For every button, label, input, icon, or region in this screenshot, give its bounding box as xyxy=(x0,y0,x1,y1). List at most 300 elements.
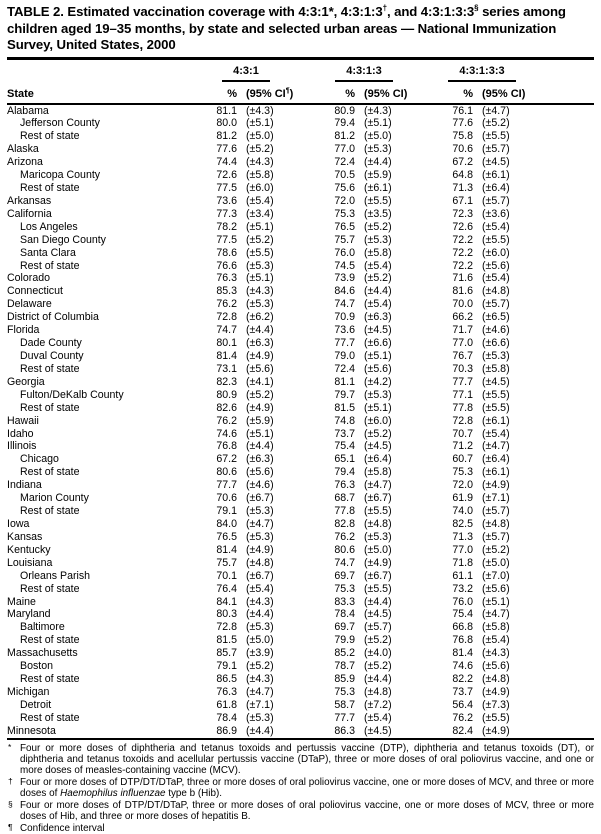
ci-cell: (±4.8) xyxy=(246,556,274,569)
pct-cell: 76.4 xyxy=(216,582,237,595)
ci-cell: (±5.5) xyxy=(482,233,510,246)
table-row xyxy=(7,298,594,311)
pct-cell: 61.8 xyxy=(216,698,237,711)
pct-cell: 74.4 xyxy=(216,156,237,169)
pct-cell: 75.4 xyxy=(452,608,473,621)
ci-cell: (±5.3) xyxy=(364,530,392,543)
state-cell: Rest of state xyxy=(20,401,80,414)
spacer-cell xyxy=(541,634,594,647)
ci-cell: (±4.8) xyxy=(482,285,510,298)
state-cell: Baltimore xyxy=(20,621,65,634)
ci-cell: (±5.2) xyxy=(364,220,392,233)
ci-cell: (±5.5) xyxy=(364,194,392,207)
ci-cell: (±4.5) xyxy=(482,375,510,388)
ci-cell: (±4.8) xyxy=(364,685,392,698)
ci-cell: (±5.3) xyxy=(364,233,392,246)
table-row xyxy=(7,130,594,143)
table-row xyxy=(7,686,594,699)
spacer-cell xyxy=(541,686,594,699)
ci-cell: (±4.5) xyxy=(364,608,392,621)
pct-cell: 74.8 xyxy=(334,414,355,427)
pct-cell: 72.6 xyxy=(216,169,237,182)
pct-cell: 65.1 xyxy=(334,453,355,466)
state-cell: Louisiana xyxy=(7,556,53,569)
text-segment: Confidence interval xyxy=(20,822,105,834)
ci-cell: (±5.4) xyxy=(482,272,510,285)
state-cell: Chicago xyxy=(20,453,59,466)
state-cell: Michigan xyxy=(7,685,50,698)
table-row xyxy=(7,156,594,169)
pct-cell: 69.7 xyxy=(334,569,355,582)
ci-cell: (±7.3) xyxy=(482,698,510,711)
table-row xyxy=(7,531,594,544)
ci-cell: (±6.6) xyxy=(364,337,392,350)
ci-cell: (±5.8) xyxy=(482,621,510,634)
pct-cell: 77.7 xyxy=(334,711,355,724)
pct-cell: 74.6 xyxy=(452,660,473,673)
table-row xyxy=(7,466,594,479)
state-cell: Detroit xyxy=(20,698,52,711)
table-row xyxy=(7,453,594,466)
pct-cell: 77.0 xyxy=(452,543,473,556)
pct-cell: 72.2 xyxy=(452,246,473,259)
state-cell: Santa Clara xyxy=(20,246,76,259)
ci-cell: (±6.4) xyxy=(482,182,510,195)
ci-cell: (±4.7) xyxy=(482,608,510,621)
pct-cell: 86.9 xyxy=(216,724,237,737)
pct-cell: 81.2 xyxy=(216,130,237,143)
pct-cell: 81.1 xyxy=(334,375,355,388)
pct-cell: 76.3 xyxy=(216,685,237,698)
pct-cell: 80.9 xyxy=(334,104,355,117)
pct-cell: 78.6 xyxy=(216,246,237,259)
table-row xyxy=(7,544,594,557)
spacer-cell xyxy=(541,699,594,712)
ci-cell: (±4.3) xyxy=(364,104,392,117)
ci-cell: (±5.7) xyxy=(482,505,510,518)
ci-cell: (±5.2) xyxy=(246,143,274,156)
pct-cell: 77.7 xyxy=(452,375,473,388)
ci-cell: (±7.2) xyxy=(364,698,392,711)
pct-cell: 75.7 xyxy=(216,556,237,569)
ci-cell: (±6.0) xyxy=(246,182,274,195)
ci-cell: (±5.2) xyxy=(364,660,392,673)
ci-cell: (±4.2) xyxy=(364,375,392,388)
ci-cell: (±5.3) xyxy=(364,388,392,401)
spacer-cell xyxy=(541,195,594,208)
spacer-cell xyxy=(541,221,594,234)
ci-cell: (±5.9) xyxy=(364,169,392,182)
table-row xyxy=(7,221,594,234)
state-cell: Colorado xyxy=(7,272,50,285)
state-cell: Kansas xyxy=(7,530,43,543)
pct-cell: 80.6 xyxy=(216,466,237,479)
spacer-cell xyxy=(541,492,594,505)
spacer-cell xyxy=(541,415,594,428)
pct-cell: 71.7 xyxy=(452,324,473,337)
pct-cell: 70.7 xyxy=(452,427,473,440)
pct-cell: 81.1 xyxy=(216,104,237,117)
spacer-cell xyxy=(541,156,594,169)
vaccination-coverage-table xyxy=(7,60,594,740)
ci-cell: (±5.5) xyxy=(364,582,392,595)
state-cell: Alaska xyxy=(7,143,39,156)
ci-cell: (±6.1) xyxy=(482,414,510,427)
state-cell: Illinois xyxy=(7,440,37,453)
state-cell: Los Angeles xyxy=(20,220,78,233)
state-cell: Fulton/DeKalb County xyxy=(20,388,124,401)
ci-cell: (±6.5) xyxy=(482,311,510,324)
spacer-cell xyxy=(541,531,594,544)
spacer-cell xyxy=(541,169,594,182)
pct-cell: 86.3 xyxy=(334,724,355,737)
table-row xyxy=(7,363,594,376)
ci-cell: (±5.5) xyxy=(364,505,392,518)
text-segment: series among children aged 19–35 months, by state and selected urban areas — National Immunization Survey, United States, 2000 xyxy=(7,4,566,52)
spacer-cell xyxy=(541,518,594,531)
pct-cell: 81.4 xyxy=(452,647,473,660)
state-cell: Idaho xyxy=(7,427,34,440)
ci-cell: (±3.6) xyxy=(482,207,510,220)
ci-cell: (±3.4) xyxy=(246,207,274,220)
state-cell: Hawaii xyxy=(7,414,39,427)
ci-cell: (±4.3) xyxy=(246,285,274,298)
ci-cell: (±5.2) xyxy=(482,543,510,556)
state-cell: Rest of state xyxy=(20,634,80,647)
pct-cell: 74.7 xyxy=(334,556,355,569)
table-header xyxy=(7,60,594,104)
pct-cell: 79.1 xyxy=(216,660,237,673)
pct-cell: 76.6 xyxy=(216,259,237,272)
ci-cell: (±5.0) xyxy=(364,130,392,143)
spacer-cell xyxy=(541,453,594,466)
footnote-marker: † xyxy=(8,775,13,786)
ci-cell: (±5.3) xyxy=(246,505,274,518)
table-row xyxy=(7,117,594,130)
ci-cell: (±4.3) xyxy=(482,647,510,660)
pct-cell: 70.6 xyxy=(216,492,237,505)
ci-cell: (±4.8) xyxy=(482,518,510,530)
table-row xyxy=(7,440,594,453)
text-segment: type b (Hib). xyxy=(165,788,223,800)
table-row xyxy=(7,376,594,389)
ci-cell: (±4.3) xyxy=(246,104,274,117)
ci-cell: (±4.9) xyxy=(482,479,510,492)
spacer-cell xyxy=(541,466,594,479)
pct-cell: 76.5 xyxy=(334,220,355,233)
spacer-cell xyxy=(541,647,594,660)
pct-cell: 77.1 xyxy=(452,388,473,401)
spacer-cell xyxy=(541,130,594,143)
spacer-cell xyxy=(541,311,594,324)
pct-cell: 77.3 xyxy=(216,207,237,220)
spacer-cell xyxy=(541,337,594,350)
italic-text: Haemophilus influenzae xyxy=(60,788,166,800)
pct-cell: 71.3 xyxy=(452,530,473,543)
table-row xyxy=(7,247,594,260)
footnote-marker: ¶ xyxy=(8,821,13,832)
ci-cell: (±5.6) xyxy=(482,259,510,272)
table-row xyxy=(7,621,594,634)
pct-cell: 80.6 xyxy=(334,543,355,556)
spacer-cell xyxy=(541,557,594,570)
pct-cell: 67.1 xyxy=(452,194,473,207)
ci-cell: (±4.4) xyxy=(246,440,274,453)
ci-cell: (±5.4) xyxy=(364,298,392,311)
pct-cell: 81.5 xyxy=(334,401,355,414)
pct-cell: 67.2 xyxy=(216,453,237,466)
table-row xyxy=(7,350,594,363)
pct-cell: 73.6 xyxy=(334,324,355,337)
pct-cell: 73.9 xyxy=(334,272,355,285)
ci-cell: (±5.2) xyxy=(246,388,274,401)
pct-cell: 77.6 xyxy=(216,143,237,156)
pct-cell: 80.0 xyxy=(216,117,237,130)
ci-cell: (±4.5) xyxy=(364,724,392,737)
ci-cell: (±4.6) xyxy=(246,479,274,492)
pct-cell: 84.0 xyxy=(216,518,237,530)
pct-cell: 77.8 xyxy=(452,401,473,414)
spacer-cell xyxy=(541,324,594,337)
ci-cell: (±4.5) xyxy=(364,440,392,453)
ci-cell: (±5.2) xyxy=(246,233,274,246)
pct-cell: 76.0 xyxy=(334,246,355,259)
state-cell: Orleans Parish xyxy=(20,569,91,582)
spacer-cell xyxy=(541,725,594,739)
pct-header-3: % xyxy=(463,87,473,100)
pct-cell: 79.1 xyxy=(216,505,237,518)
ci-cell: (±5.5) xyxy=(246,246,274,259)
ci-cell: (±5.8) xyxy=(364,246,392,259)
pct-cell: 85.2 xyxy=(334,647,355,660)
ci-cell: (±4.5) xyxy=(364,324,392,337)
ci-cell: (±4.7) xyxy=(482,104,510,117)
spacer-cell xyxy=(541,143,594,156)
pct-cell: 58.7 xyxy=(334,698,355,711)
pct-cell: 71.8 xyxy=(452,556,473,569)
state-cell: San Diego County xyxy=(20,233,106,246)
pct-cell: 77.0 xyxy=(452,337,473,350)
ci-cell: (±6.7) xyxy=(364,492,392,505)
pct-cell: 81.6 xyxy=(452,285,473,298)
table-row xyxy=(7,402,594,415)
spacer-cell xyxy=(541,260,594,273)
state-cell: District of Columbia xyxy=(7,311,99,324)
state-cell: Jefferson County xyxy=(20,117,100,130)
table-row xyxy=(7,634,594,647)
text-segment: Four or more doses of DTP/DT/DTaP, three or more doses of oral poliovirus vaccine, one or more doses of MCV, and three or more doses of xyxy=(20,776,594,800)
pct-cell: 73.2 xyxy=(452,582,473,595)
spacer-cell xyxy=(541,234,594,247)
pct-cell: 68.7 xyxy=(334,492,355,505)
ci-cell: (±5.3) xyxy=(246,298,274,311)
ci-header-1: (95% CI¶) xyxy=(246,86,294,100)
table-row xyxy=(7,311,594,324)
pct-cell: 72.0 xyxy=(452,479,473,492)
table-row xyxy=(7,428,594,441)
state-cell: Rest of state xyxy=(20,466,80,479)
ci-cell: (±6.3) xyxy=(246,337,274,350)
ci-cell: (±6.4) xyxy=(364,453,392,466)
ci-cell: (±5.3) xyxy=(246,711,274,724)
spacer-cell xyxy=(541,570,594,583)
ci-cell: (±4.1) xyxy=(246,375,274,388)
ci-cell: (±5.2) xyxy=(364,634,392,647)
state-cell: Maricopa County xyxy=(20,169,101,182)
table-row xyxy=(7,195,594,208)
state-cell: Dade County xyxy=(20,337,82,350)
state-cell: Florida xyxy=(7,324,40,337)
pct-cell: 82.4 xyxy=(452,724,473,737)
spacer-cell xyxy=(541,596,594,609)
table-row xyxy=(7,699,594,712)
pct-cell: 76.3 xyxy=(216,272,237,285)
ci-cell: (±5.2) xyxy=(364,427,392,440)
pct-cell: 74.6 xyxy=(216,427,237,440)
state-cell: Rest of state xyxy=(20,673,80,686)
pct-cell: 76.2 xyxy=(452,711,473,724)
pct-cell: 78.4 xyxy=(216,711,237,724)
ci-cell: (±4.4) xyxy=(246,608,274,621)
pct-cell: 79.0 xyxy=(334,350,355,363)
ci-cell: (±4.4) xyxy=(364,156,392,169)
spacer-cell xyxy=(541,505,594,518)
table-body xyxy=(7,104,594,739)
ci-cell: (±6.4) xyxy=(482,453,510,466)
ci-cell: (±6.7) xyxy=(246,569,274,582)
table-row xyxy=(7,324,594,337)
ci-cell: (±5.6) xyxy=(482,582,510,595)
pct-cell: 73.7 xyxy=(452,685,473,698)
state-cell: Minnesota xyxy=(7,724,56,737)
ci-cell: (±5.1) xyxy=(364,401,392,414)
pct-cell: 83.3 xyxy=(334,595,355,608)
ci-cell: (±5.7) xyxy=(364,621,392,634)
spacer-cell xyxy=(541,285,594,298)
ci-cell: (±5.2) xyxy=(246,660,274,673)
ci-cell: (±5.0) xyxy=(482,556,510,569)
ci-cell: (±4.9) xyxy=(246,350,274,363)
ci-cell: (±5.8) xyxy=(246,169,274,182)
pct-cell: 77.6 xyxy=(452,117,473,130)
ci-cell: (±5.9) xyxy=(246,414,274,427)
state-cell: Maryland xyxy=(7,608,51,621)
pct-cell: 72.6 xyxy=(452,220,473,233)
ci-cell: (±5.4) xyxy=(482,220,510,233)
pct-cell: 72.3 xyxy=(452,207,473,220)
table-row xyxy=(7,647,594,660)
ci-cell: (±6.1) xyxy=(364,182,392,195)
ci-cell: (±5.2) xyxy=(364,272,392,285)
pct-cell: 79.7 xyxy=(334,388,355,401)
state-cell: Arkansas xyxy=(7,194,52,207)
ci-cell: (±5.1) xyxy=(364,350,392,363)
pct-cell: 60.7 xyxy=(452,453,473,466)
pct-cell: 82.3 xyxy=(216,375,237,388)
ci-cell: (±5.3) xyxy=(482,350,510,363)
ci-cell: (±5.2) xyxy=(482,117,510,130)
pct-cell: 80.9 xyxy=(216,388,237,401)
pct-cell: 72.4 xyxy=(334,362,355,375)
ci-cell: (±3.9) xyxy=(246,647,274,660)
ci-cell: (±4.9) xyxy=(246,543,274,556)
ci-cell: (±4.9) xyxy=(482,724,510,737)
ci-cell: (±4.9) xyxy=(482,685,510,698)
pct-cell: 77.8 xyxy=(334,505,355,518)
pct-cell: 84.1 xyxy=(216,595,237,608)
spacer-cell xyxy=(541,428,594,441)
ci-cell: (±6.1) xyxy=(482,169,510,182)
ci-cell: (±6.0) xyxy=(482,246,510,259)
spacer-cell xyxy=(541,544,594,557)
ci-cell: (±5.4) xyxy=(482,427,510,440)
pct-cell: 72.2 xyxy=(452,233,473,246)
ci-cell: (±4.3) xyxy=(246,595,274,608)
ci-cell: (±5.8) xyxy=(364,466,392,479)
table-row xyxy=(7,389,594,402)
table-row xyxy=(7,608,594,621)
ci-cell: (±4.9) xyxy=(364,556,392,569)
spacer-cell xyxy=(541,182,594,195)
ci-cell: (±5.1) xyxy=(364,117,392,130)
state-cell: California xyxy=(7,207,52,220)
table-row xyxy=(7,570,594,583)
ci-cell: (±4.7) xyxy=(482,440,510,453)
ci-cell: (±6.3) xyxy=(364,311,392,324)
ci-cell: (±5.0) xyxy=(246,130,274,143)
state-cell: Boston xyxy=(20,660,53,673)
ci-cell: (±4.4) xyxy=(364,595,392,608)
spacer-cell xyxy=(541,608,594,621)
state-cell: Massachusetts xyxy=(7,647,78,660)
ci-cell: (±4.6) xyxy=(482,324,510,337)
table-row xyxy=(7,234,594,247)
pct-cell: 74.7 xyxy=(334,298,355,311)
state-cell: Rest of state xyxy=(20,711,80,724)
pct-cell: 78.2 xyxy=(216,220,237,233)
ci-cell: (±4.7) xyxy=(246,685,274,698)
group-header-43133: 4:3:1:3:3 xyxy=(423,60,541,82)
pct-cell: 76.7 xyxy=(452,350,473,363)
ci-cell: (±6.1) xyxy=(482,466,510,479)
pct-cell: 70.6 xyxy=(452,143,473,156)
ci-cell: (±6.7) xyxy=(246,492,274,505)
ci-cell: (±5.1) xyxy=(246,220,274,233)
ci-cell: (±5.4) xyxy=(364,259,392,272)
pct-cell: 75.3 xyxy=(452,466,473,479)
ci-cell: (±6.3) xyxy=(246,453,274,466)
ci-cell: (±5.1) xyxy=(482,595,510,608)
state-cell: Rest of state xyxy=(20,130,80,143)
spacer-cell xyxy=(541,247,594,260)
pct-cell: 72.8 xyxy=(452,414,473,427)
ci-cell: (±4.4) xyxy=(364,673,392,686)
ci-cell: (±4.3) xyxy=(246,156,274,169)
footnote xyxy=(7,777,594,800)
state-cell: Alabama xyxy=(7,104,49,117)
pct-cell: 80.1 xyxy=(216,337,237,350)
ci-cell: (±5.3) xyxy=(246,621,274,634)
ci-cell: (±4.0) xyxy=(364,647,392,660)
ci-cell: (±5.5) xyxy=(482,130,510,143)
pct-cell: 85.7 xyxy=(216,647,237,660)
pct-cell: 78.7 xyxy=(334,660,355,673)
table-row xyxy=(7,285,594,298)
table-row xyxy=(7,143,594,156)
spacer-cell xyxy=(541,479,594,492)
group-header-4313: 4:3:1:3 xyxy=(305,60,423,82)
pct-cell: 74.5 xyxy=(334,259,355,272)
